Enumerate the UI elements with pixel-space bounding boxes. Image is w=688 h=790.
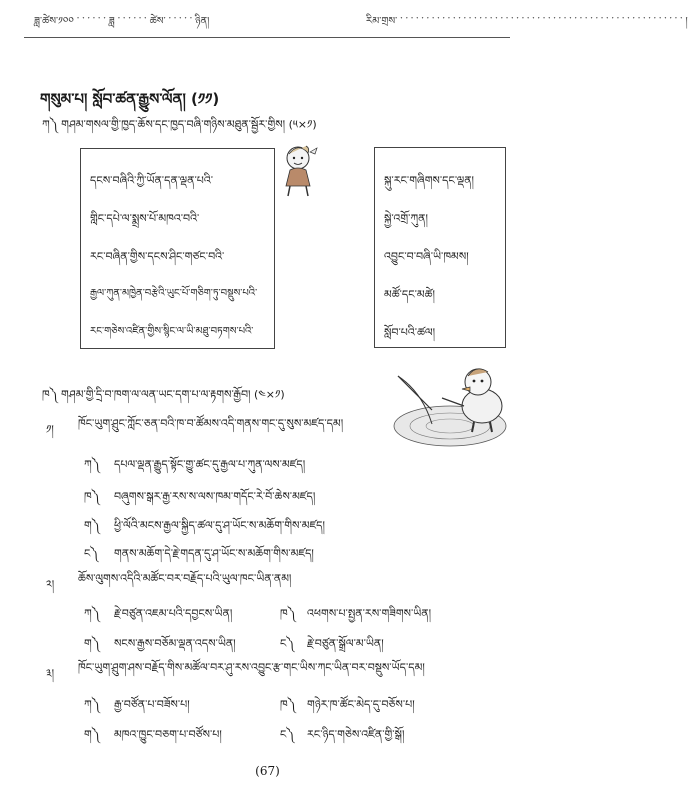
option-text[interactable]: རང་ཉིད་གཅེས་འཛིན་གྱི་སྒོ། (307, 728, 405, 741)
question-2-3-text: ཁོང་ཡུག་ཤྲུག་ཤས་བརྗོད་གིས་མཚོལ་བར་ཤུ་རས་འབྱུང་རྩ་གང་ཡིས་ཀང་ཡིན་བར་བསྡུས་ཡོད་དམ། (78, 661, 425, 674)
option-text[interactable]: ཕྱི་ལོའི་མངས་རྒྱལ་སྐྱིད་ཚལ་དུ་ཤ་ཡོང་ས་མཆོག་གིས་མཛད། (114, 519, 325, 532)
option-key: ག༽ (84, 519, 100, 532)
left-item: དངས་བཞིའི་ཀྱི་ཡོན་དན་ལྡན་པའི་ (90, 174, 214, 187)
page-number: (67) (255, 764, 280, 778)
option-key: ང༽ (280, 637, 295, 650)
question-2-3-number: ༣། (46, 667, 55, 680)
right-item: སྐྱེ་འགྲོ་ཀུན། (384, 212, 428, 225)
cartoon-girl-illustration (280, 144, 324, 198)
option-text[interactable]: གཉེར་ཁ་ཚོང་མེད་དུ་བཅོས་པ། (307, 698, 415, 711)
right-item: སློབ་པའི་ཚལ། (384, 326, 436, 339)
duck-fishing-illustration (392, 362, 518, 454)
question-2-1-number: ༡། (46, 423, 54, 436)
right-item: འབྱུང་བ་བཞི་ཡི་ཁམས། (384, 250, 469, 263)
option-key: ང༽ (280, 728, 295, 741)
header-date-field: ཟླ་ཚེས་༡༠༠ ་ ་ ་ ་ ་ ་ ཟླ ་ ་ ་ ་ ་ ་ ཚེས་ ་ ་ ་ ་ ་ ཉིན། (34, 16, 210, 27)
option-key: ང༽ (84, 547, 99, 560)
header-rule (24, 37, 510, 38)
option-key: ཀ༽ (84, 698, 100, 711)
right-item: མཚོ་དང་མཚེ། (384, 288, 435, 301)
option-key: ག༽ (84, 728, 100, 741)
left-item: རང་བཞིན་གྱིས་དངས་ཤིང་གཙང་བའི་ (90, 250, 225, 263)
option-text[interactable]: རྗེ་བཙུན་འཇམ་པའི་དབྱངས་ཡིན། (114, 607, 233, 620)
option-text[interactable]: རྗེ་བཙུན་སྒྲོལ་མ་ཡིན། (307, 637, 384, 650)
left-item: གླིང་དཔེ་ལ་སྨྲས་པོ་མཁའ་བའི་ (90, 212, 200, 225)
question-2-2-text: ཆོས་ལུགས་འདིའི་མཚོང་བར་བརྗོད་པའི་ཡུལ་ཁང་ཡིན་ནམ། (78, 572, 292, 585)
option-text[interactable]: སངས་རྒྱས་བཅོམ་ལྡན་འདས་ཡིན། (114, 637, 236, 650)
option-key: ཁ༽ (280, 698, 296, 711)
option-text[interactable]: མཁའ་ཁྱུང་བཅག་པ་བཙོས་པ། (114, 728, 222, 741)
option-key: ཀ༽ (84, 607, 100, 620)
left-item: རང་གཅེས་འཛིན་གྱིས་སྙིང་ལ་ཡི་མཐུ་བཏགས་པའི་ (90, 326, 254, 337)
option-key: ག༽ (84, 637, 100, 650)
section-title: གསུམ་པ། སློབ་ཚན་རྒྱུས་ལོན། (༡༡) (40, 90, 220, 108)
option-text[interactable]: བཞུགས་སྒར་རྒྱ་རས་ས་ལས་ཁམ་གདོང་རེ་བོ་ཆེས་མཛད། (114, 490, 316, 503)
option-key: ཁ༽ (280, 607, 296, 620)
question-2-label: ཁ༽ གཤམ་གྱི་དྲི་བ་ཁག་ལ་ལན་ཡང་དག་པ་ལ་རྟགས་རྒྱོབ། (༤×༡) (42, 388, 285, 401)
option-text[interactable]: འཕགས་པ་སྤྱན་རས་གཟིགས་ཡིན། (307, 607, 432, 620)
option-key: ཀ༽ (84, 458, 100, 471)
option-text[interactable]: གནས་མཆོག་དེ་རྗེ་གདན་དུ་ཤ་ཡོང་ས་མཆོག་གིས་མཛད། (114, 547, 314, 560)
left-item: རྒྱལ་ཀུན་མཁྱེན་བརྩེའི་ཡུང་པོ་གཅིག་ཏུ་བསྡུས་པའི་ (90, 288, 258, 299)
question-1-label: ཀ༽ གཤམ་གསལ་གྱི་ཁྱད་ཆོས་དང་ཁྱད་བཞི་གཉིས་མཐུན་སྦྱོར་གྱིས། (༥×༡) (42, 118, 317, 131)
right-item: སྐུ་རང་གཞིགས་དང་ལྡན། (384, 174, 474, 187)
question-2-1-text: ཁོང་ཡུག་ཤྲུང་ཀློང་ཅན་བའི་ཁ་བ་ཚོམས་འདི་གནས་གང་དུ་སུས་མཛད་དམ། (78, 417, 344, 430)
option-key: ཁ༽ (84, 490, 100, 503)
header-serial-field: རིམ་གྲས་ ་ ་ ་ ་ ་ ་ ་ ་ ་ ་ ་ ་ ་ ་ ་ ་ ་ ་ ་ ་ ་ ་ ་ ་ ་ ་ ་ ་ ་ ་ ་ ་ ་ ་ ་ ་ ་ ་ ་ ་ ་ ་ ་ ་ ་ ་ ་ ་ ་ ་ ་ ་ ་ ་ ། (366, 16, 688, 27)
option-text[interactable]: རྒྱ་བཙོན་པ་བཟོས་པ། (114, 698, 190, 711)
option-text[interactable]: དཔལ་ལྡན་རྒྱུད་སྟོང་གྱུ་ཚང་དུ་རྒྱལ་པ་ཀུན་ལས་མཛད། (114, 458, 306, 471)
question-2-2-number: ༢། (46, 578, 55, 591)
